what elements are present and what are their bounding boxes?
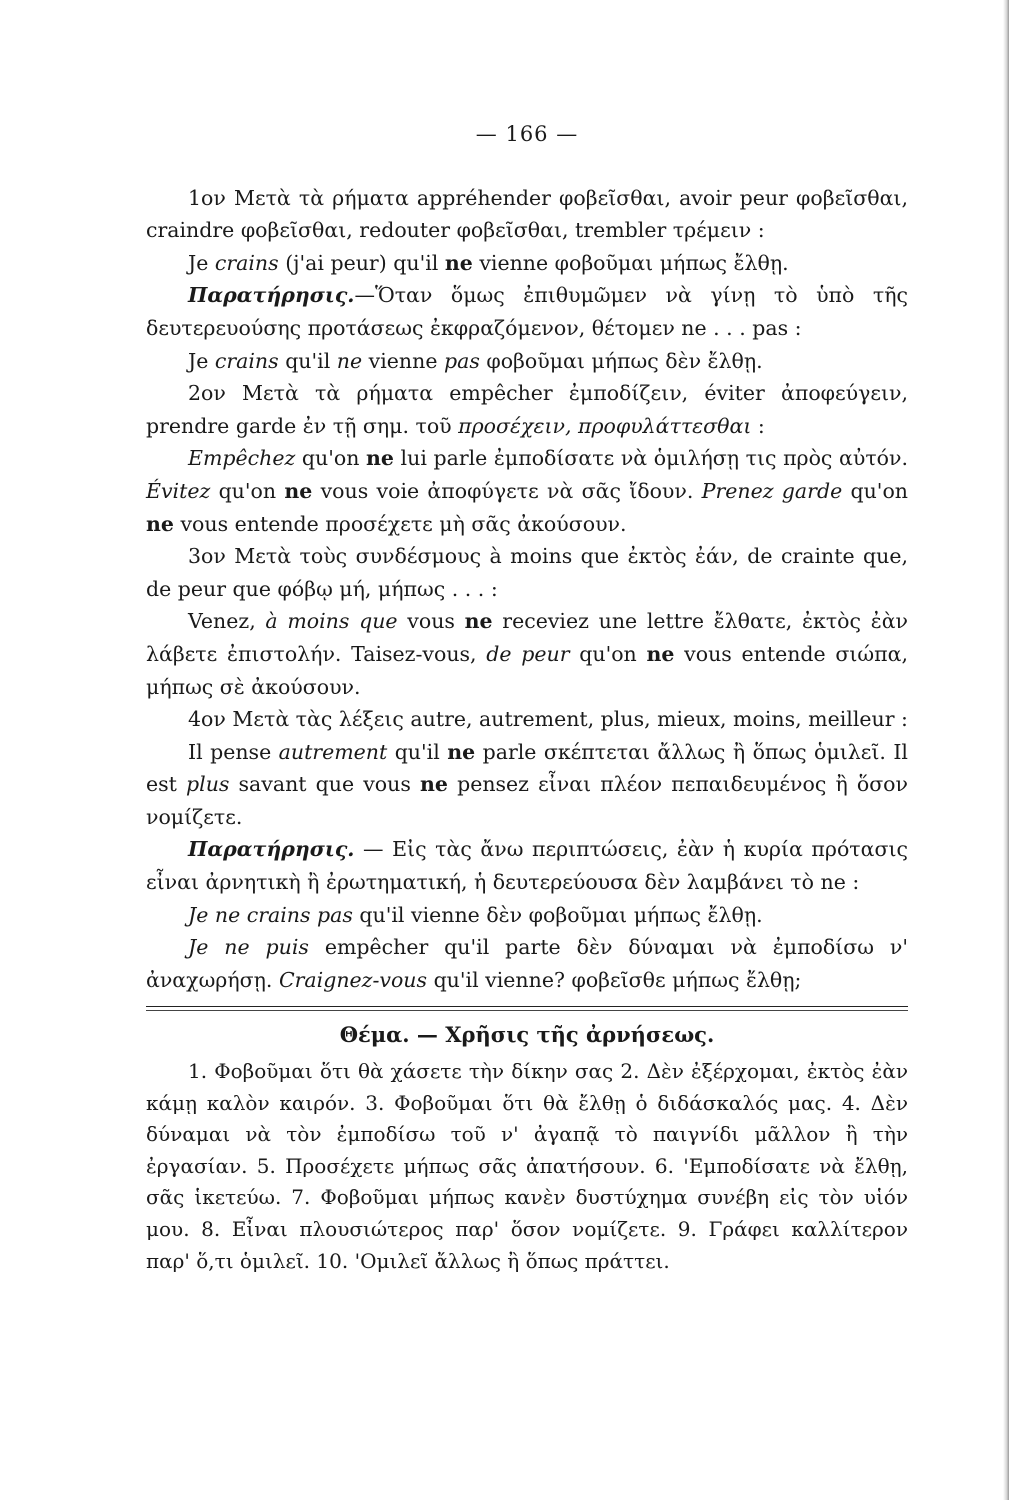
rule-1-example bbox=[146, 247, 908, 280]
text: φοβοῦμαι μήπως δὲν ἔλθῃ. bbox=[479, 348, 763, 373]
text: lui parle ἐμποδίσατε νὰ ὁμιλήσῃ τις πρὸς αὐτόν. bbox=[393, 446, 908, 471]
ne-bold: ne bbox=[464, 609, 493, 634]
text: qu'il vienne δὲν φοβοῦμαι μήπως ἔλθῃ. bbox=[352, 902, 763, 927]
phrase-italic: Craignez-vous bbox=[278, 967, 428, 992]
observation-text: —Ὅταν ὅμως ἐπιθυμῶμεν νὰ γίνῃ τὸ ὑπὸ τῆς δευτερευούσης προτάσεως ἐκφραζόμενον, θέτομεν ne . . . pas : bbox=[146, 283, 908, 340]
text: vienne bbox=[362, 348, 444, 373]
verb-italic: Empêchez bbox=[188, 446, 296, 471]
ne-bold: ne bbox=[366, 446, 394, 471]
rule-2-example bbox=[146, 442, 908, 540]
text: : bbox=[751, 413, 765, 438]
verb-italic: crains bbox=[214, 348, 279, 373]
text: qu'on bbox=[210, 478, 285, 503]
observation-1 bbox=[146, 279, 908, 344]
text: 2ον Μετὰ τὰ ρήματα empêcher ἐμποδίζειν, éviter ἀποφεύγειν, prendre garde ἐν τῇ σημ. τοῦ bbox=[146, 381, 908, 438]
greek-italic: προσέχειν, προφυλάττεσθαι bbox=[458, 413, 752, 438]
text: Je bbox=[188, 348, 215, 373]
pas-italic: pas bbox=[443, 348, 480, 373]
text: vous voie ἀποφύγετε νὰ σᾶς ἴδουν. bbox=[312, 478, 702, 503]
text: receviez une lettre ἔλθατε, ἐκτὸς ἐὰν λάβετε ἐπιστολήν. Taisez-vous, bbox=[146, 609, 908, 666]
theme-title: Θέμα. — Χρῆσις τῆς ἀρνήσεως. bbox=[339, 1022, 715, 1048]
verb-italic: Évitez bbox=[146, 478, 211, 503]
ne-italic: ne bbox=[336, 348, 363, 373]
observation-2 bbox=[146, 833, 908, 898]
divider-rule bbox=[146, 1006, 908, 1007]
observation-2-example-2 bbox=[146, 931, 908, 996]
observation-text: — Εἰς τὰς ἄνω περιπτώσεις, ἐὰν ἡ κυρία πρότασις εἶναι ἀρνητικὴ ἢ ἐρωτηματική, ἡ δευτερεύουσα δὲν λαμβάνει τὸ ne : bbox=[146, 837, 908, 895]
rule-4-example bbox=[146, 736, 908, 834]
text: savant que vous bbox=[229, 772, 420, 797]
text: Venez, bbox=[188, 609, 266, 634]
text: Je bbox=[188, 250, 215, 275]
ne-bold: ne bbox=[447, 739, 476, 764]
ne-bold: ne bbox=[646, 641, 675, 666]
observation-2-example-1 bbox=[146, 899, 908, 932]
phrase-italic: Je ne crains pas bbox=[188, 902, 353, 927]
text: qu'il bbox=[387, 739, 448, 764]
ne-bold: ne bbox=[146, 511, 174, 536]
conj-italic: de peur bbox=[486, 641, 570, 666]
text: empêcher qu'il parte δὲν δύναμαι νὰ ἐμποδίσω ν' ἀναχωρήσῃ. bbox=[146, 935, 908, 992]
ne-bold: ne bbox=[420, 772, 448, 797]
scan-edge-shadow bbox=[1003, 0, 1009, 1500]
text: Il pense bbox=[188, 739, 279, 764]
text: vous entende σιώπα, μήπως σὲ ἀκούσουν. bbox=[146, 641, 908, 699]
ne-bold: ne bbox=[444, 250, 473, 275]
text: vous entende προσέχετε μὴ σᾶς ἀκούσουν. bbox=[173, 511, 627, 536]
observation-label: Παρατήρησις. bbox=[188, 837, 355, 862]
rule-3-text: 3ον Μετὰ τοὺς συνδέσμους à moins que ἐκτὸς ἐάν, de crainte que, de peur que φόβῳ μή, μήπως . . . : bbox=[146, 544, 908, 601]
verb-italic: Prenez garde bbox=[701, 478, 843, 503]
book-page bbox=[146, 118, 908, 1277]
text: qu'on bbox=[295, 446, 366, 471]
text: qu'on bbox=[842, 478, 908, 503]
rule-1-text: 1ον Μετὰ τὰ ρήματα appréhender φοβεῖσθαι, avoir peur φοβεῖσθαι, craindre φοβεῖσθαι, redouter φοβεῖσθαι, trembler τρέμειν : bbox=[146, 185, 908, 243]
observation-1-example bbox=[146, 345, 908, 378]
text: qu'il vienne? φοβεῖσθε μήπως ἔλθῃ; bbox=[427, 967, 802, 992]
rule-2-text bbox=[146, 377, 908, 442]
phrase-italic: Je ne puis bbox=[188, 935, 309, 960]
verb-italic: crains bbox=[214, 250, 279, 275]
ne-bold: ne bbox=[284, 478, 313, 503]
divider-rule-thin bbox=[146, 1010, 908, 1011]
rule-4-text: 4ον Μετὰ τὰς λέξεις autre, autrement, plus, mieux, moins, meilleur : bbox=[188, 707, 908, 732]
text: pensez εἶναι πλέον πεπαιδευμένος ἢ ὅσον νομίζετε. bbox=[146, 772, 908, 829]
text: (j'ai peur) qu'il bbox=[278, 250, 445, 275]
text: vienne φοβοῦμαι μήπως ἔλθῃ. bbox=[472, 250, 789, 275]
text: parle σκέπτεται ἄλλως ἢ ὅπως ὁμιλεῖ. Il est bbox=[146, 739, 908, 797]
rule-3-example bbox=[146, 605, 908, 703]
page-number: — 166 — bbox=[475, 122, 579, 146]
word-italic: autrement bbox=[278, 739, 388, 764]
conj-italic: à moins que bbox=[265, 609, 398, 634]
theme-exercise: 1. Φοβοῦμαι ὅτι θὰ χάσετε τὴν δίκην σας 2. Δὲν ἐξέρχομαι, ἐκτὸς ἐὰν κάμῃ καλὸν καιρόν. 3. Φοβοῦμαι ὅτι θὰ ἔλθῃ ὁ διδάσκαλός μας. 4. Δὲν δύναμαι νὰ τὸν ἐμποδίσω τοῦ ν' ἀγαπᾷ τὸ παιγνίδι μᾶλλον ἢ τὴν ἐργασίαν. 5. Προσέχετε μήπως σᾶς ἀπατήσουν. 6. 'Εμποδίσατε νὰ ἔλθῃ, σᾶς ἱκετεύω. 7. Φοβοῦμαι μήπως κανὲν δυστύχημα συνέβη εἰς τὸν υἱόν μου. 8. Εἶναι πλουσιώτερος παρ' ὅσον νομίζετε. 9. Γράφει καλλίτερον παρ' ὅ,τι ὁμιλεῖ. 10. 'Ομιλεῖ ἄλλως ἢ ὅπως πράττει. bbox=[146, 1059, 908, 1273]
text: qu'on bbox=[569, 641, 647, 666]
observation-label: Παρατήρησις. bbox=[188, 283, 355, 308]
text: vous bbox=[397, 609, 465, 634]
word-italic: plus bbox=[186, 772, 230, 797]
text: qu'il bbox=[278, 348, 337, 373]
